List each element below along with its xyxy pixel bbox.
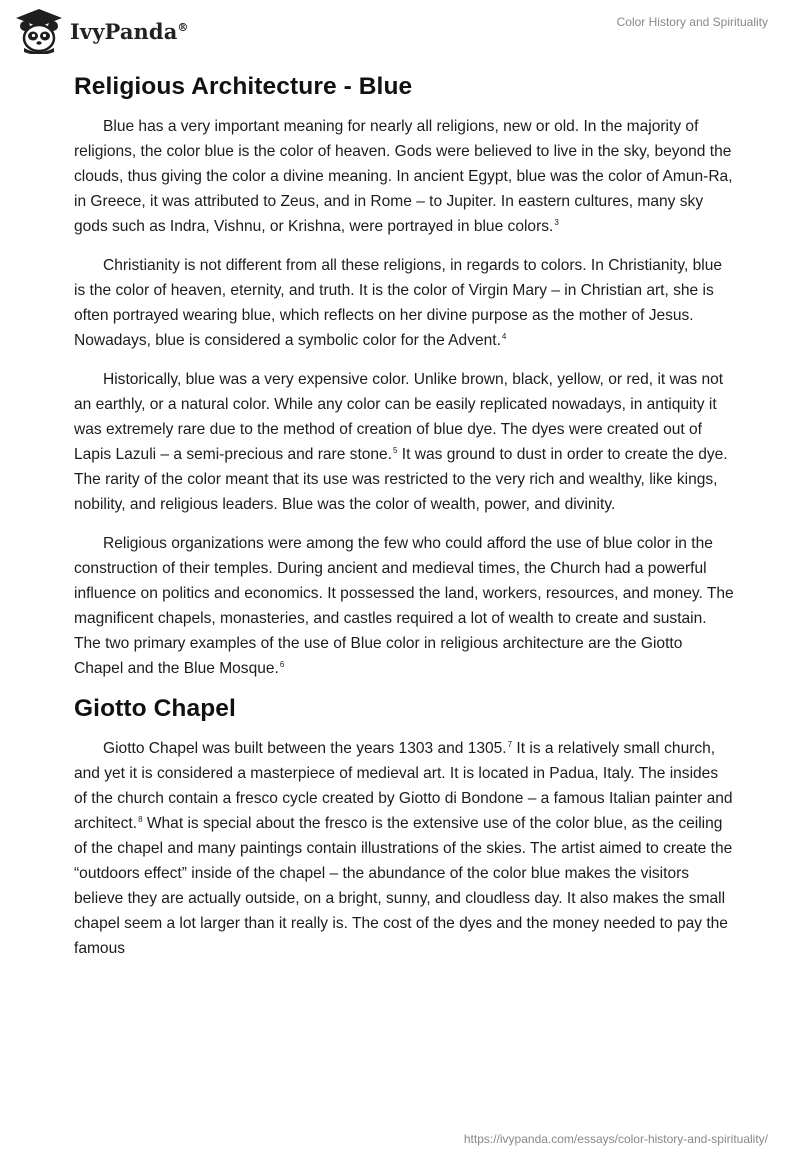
source-url[interactable]: https://ivypanda.com/essays/color-history-and-spirituality/ xyxy=(463,1132,768,1146)
footnote-ref[interactable]: 4 xyxy=(501,332,507,341)
paragraph: Christianity is not different from all these religions, in regards to colors. In Christianity, blue is the color of heaven, eternity, and truth. It is the color of Virgin Mary – in Christian art, she is often portrayed wearing blue, which reflects on her divine purpose as the mother of Jesus. Nowadays, blue is considered a symbolic color for the Advent.$^4$ xyxy=(74,257,722,349)
paragraph: Blue has a very important meaning for nearly all religions, new or old. In the majority of religions, the color blue is the color of heaven. Gods were believed to live in the sky, beyond the clouds, thus giving the color a divine meaning. In ancient Egypt, blue was the color of Amun-Ra, in Greece, it was attributed to Zeus, and in Rome – to Jupiter. In eastern cultures, many sky gods such as Indra, Vishnu, or Krishna, were portrayed in blue colors.$^3$ xyxy=(74,118,733,235)
footnote-ref[interactable]: 6 xyxy=(279,660,285,669)
footnote-ref[interactable]: 8 xyxy=(138,815,143,824)
paragraph: Historically, blue was a very expensive color. Unlike brown, black, yellow, or red, it was not an earthly, or a natural color. While any color can be easily replicated nowadays, in antiquity it was extremely rare due to the method of creation of blue dye. The dyes were created out of Lapis Lazuli – a semi-precious and rare stone.$^5$ It was ground to dust in order to create the dye. The rarity of the color meant that its use was restricted to the very rich and wealthy, like kings, nobility, and religious leaders. Blue was the color of wealth, power, and divinity. xyxy=(74,371,728,513)
footnote-ref[interactable]: 3 xyxy=(554,218,559,227)
section-heading-religious-architecture: Religious Architecture - Blue xyxy=(74,73,413,100)
paragraph: Religious organizations were among the few who could afford the use of blue color in the construction of their temples. During ancient and medieval times, the Church had a powerful influence on politics and economics. It possessed the land, workers, resources, and money. The magnificent chapels, monasteries, and castles required a lot of wealth to create and sustain. The two primary examples of the use of Blue color in religious architecture are the Giotto Chapel and the Blue Mosque.$^6$ xyxy=(74,535,734,677)
panda-graduate-icon xyxy=(14,8,64,54)
essay-body xyxy=(74,68,734,975)
document-title: Color History and Spirituality xyxy=(616,15,768,29)
ivypanda-logo[interactable] xyxy=(14,8,189,54)
section-heading-giotto-chapel: Giotto Chapel xyxy=(74,695,236,722)
paragraph: Giotto Chapel was built between the years 1303 and 1305.$^7$ It is a relatively small church, and yet it is considered a masterpiece of medieval art. It is located in Padua, Italy. The insides of the church contain a fresco cycle created by Giotto di Bondone – a famous Italian painter and architect.$^8$ What is special about the fresco is the extensive use of the color blue, as the ceiling of the chapel and many paintings contain illustrations of the skies. The artist aimed to create the “outdoors effect” inside of the chapel – the abundance of the color blue makes the visitors believe they are actually outside, on a bright, sunny, and cloudless day. It also makes the small chapel seem a lot larger than it really is. The cost of the dyes and the money needed to pay the famous xyxy=(74,740,733,957)
footnote-ref[interactable]: 7 xyxy=(507,740,513,749)
page-header xyxy=(0,0,800,62)
brand-name: IvyPanda® xyxy=(70,18,189,44)
footnote-ref[interactable]: 5 xyxy=(393,446,398,455)
